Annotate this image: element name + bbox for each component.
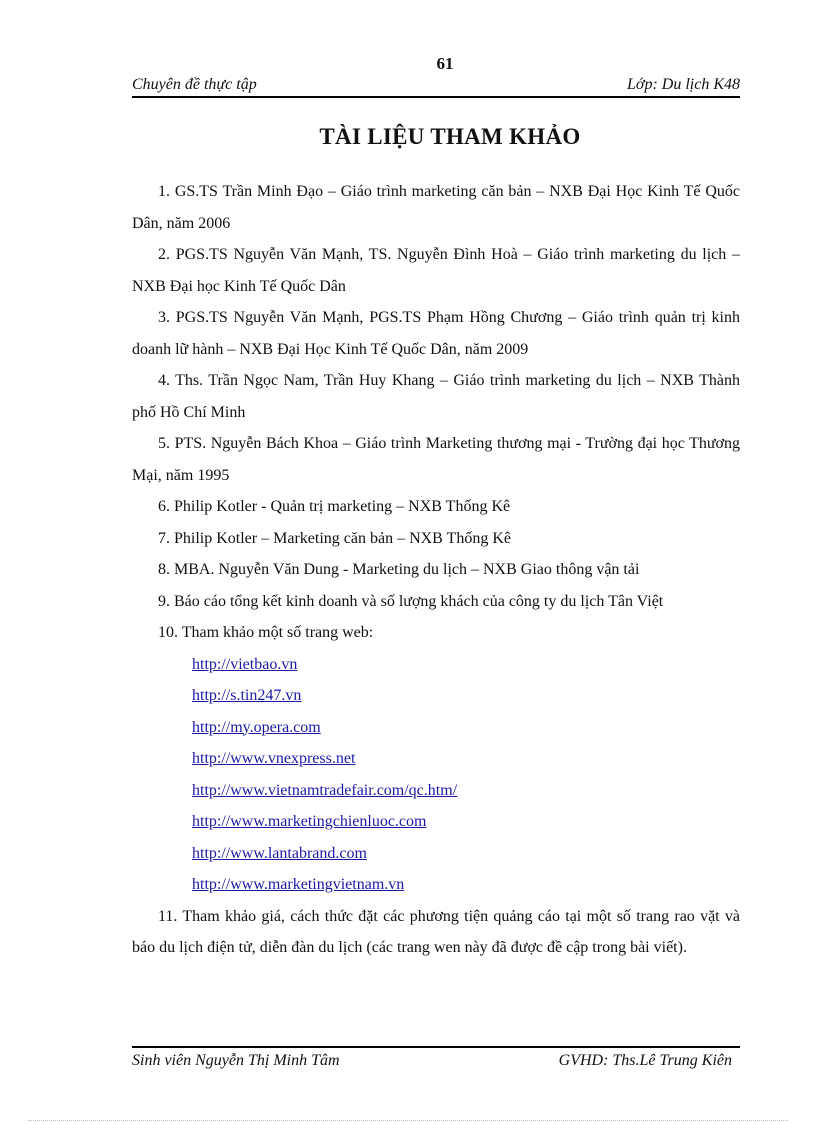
link-lantabrand[interactable]: http://www.lantabrand.com [192,844,367,862]
header-class: Lớp: Du lịch K48 [627,76,740,93]
header-course: Chuyên đề thực tập [132,76,257,93]
reference-item: 1. GS.TS Trần Minh Đạo – Giáo trình marketing căn bản – NXB Đại Học Kinh Tế Quốc Dân, năm 2006 [132,183,740,232]
link-marketingvietnam[interactable]: http://www.marketingvietnam.vn [192,876,405,893]
reference-item: 4. Ths. Trần Ngọc Nam, Trần Huy Khang – Giáo trình marketing du lịch – NXB Thành phố Hồ Chí Minh [132,372,740,421]
link-vietbao[interactable]: http://vietbao.vn [192,655,298,673]
link-marketingchienluoc[interactable]: http://www.marketingchienluoc.com [192,813,427,830]
reference-item: 7. Philip Kotler – Marketing căn bản – NXB Thống Kê [158,529,511,547]
link-vnexpress[interactable]: http://www.vnexpress.net [192,750,356,767]
link-tin247[interactable]: http://s.tin247.vn [192,687,302,704]
reference-item: 10. Tham khảo một số trang web: [158,624,374,641]
reference-item: 2. PGS.TS Nguyễn Văn Mạnh, TS. Nguyễn Đình Hoà – Giáo trình marketing du lịch – NXB Đại học Kinh Tế Quốc Dân [132,246,740,295]
footer-student: Sinh viên Nguyễn Thị Minh Tâm [132,1052,340,1069]
link-vietnamtradefair[interactable]: http://www.vietnamtradefair.com/qc.htm/ [192,781,458,799]
reference-list [132,176,740,964]
page-footer [132,1046,740,1069]
reference-item: 8. MBA. Nguyễn Văn Dung - Marketing du lịch – NXB Giao thông vận tải [158,561,640,578]
page-header [132,74,740,98]
reference-item: 9. Báo cáo tổng kết kinh doanh và số lượng khách của công ty du lịch Tân Việt [158,592,664,610]
page-bottom-divider [28,1120,788,1121]
reference-item: 11. Tham khảo giá, cách thức đặt các phương tiện quảng cáo tại một số trang rao vặt và báo du lịch điện tử, diễn đàn du lịch (các trang wen này đã được đề cập trong bài viết). [132,907,740,956]
reference-item: 3. PGS.TS Nguyễn Văn Mạnh, PGS.TS Phạm Hồng Chương – Giáo trình quản trị kinh doanh lữ hành – NXB Đại Học Kinh Tế Quốc Dân, năm 2009 [132,309,740,358]
footer-advisor: GVHD: Ths.Lê Trung Kiên [558,1052,732,1069]
reference-item: 5. PTS. Nguyễn Bách Khoa – Giáo trình Marketing thương mại - Trường đại học Thương Mại, năm 1995 [132,435,740,484]
website-links [132,649,740,901]
reference-item: 6. Philip Kotler - Quản trị marketing – NXB Thống Kê [158,498,511,515]
link-opera[interactable]: http://my.opera.com [192,718,321,736]
page-number: 61 [436,54,454,73]
page-title: TÀI LIỆU THAM KHẢO [319,124,581,149]
